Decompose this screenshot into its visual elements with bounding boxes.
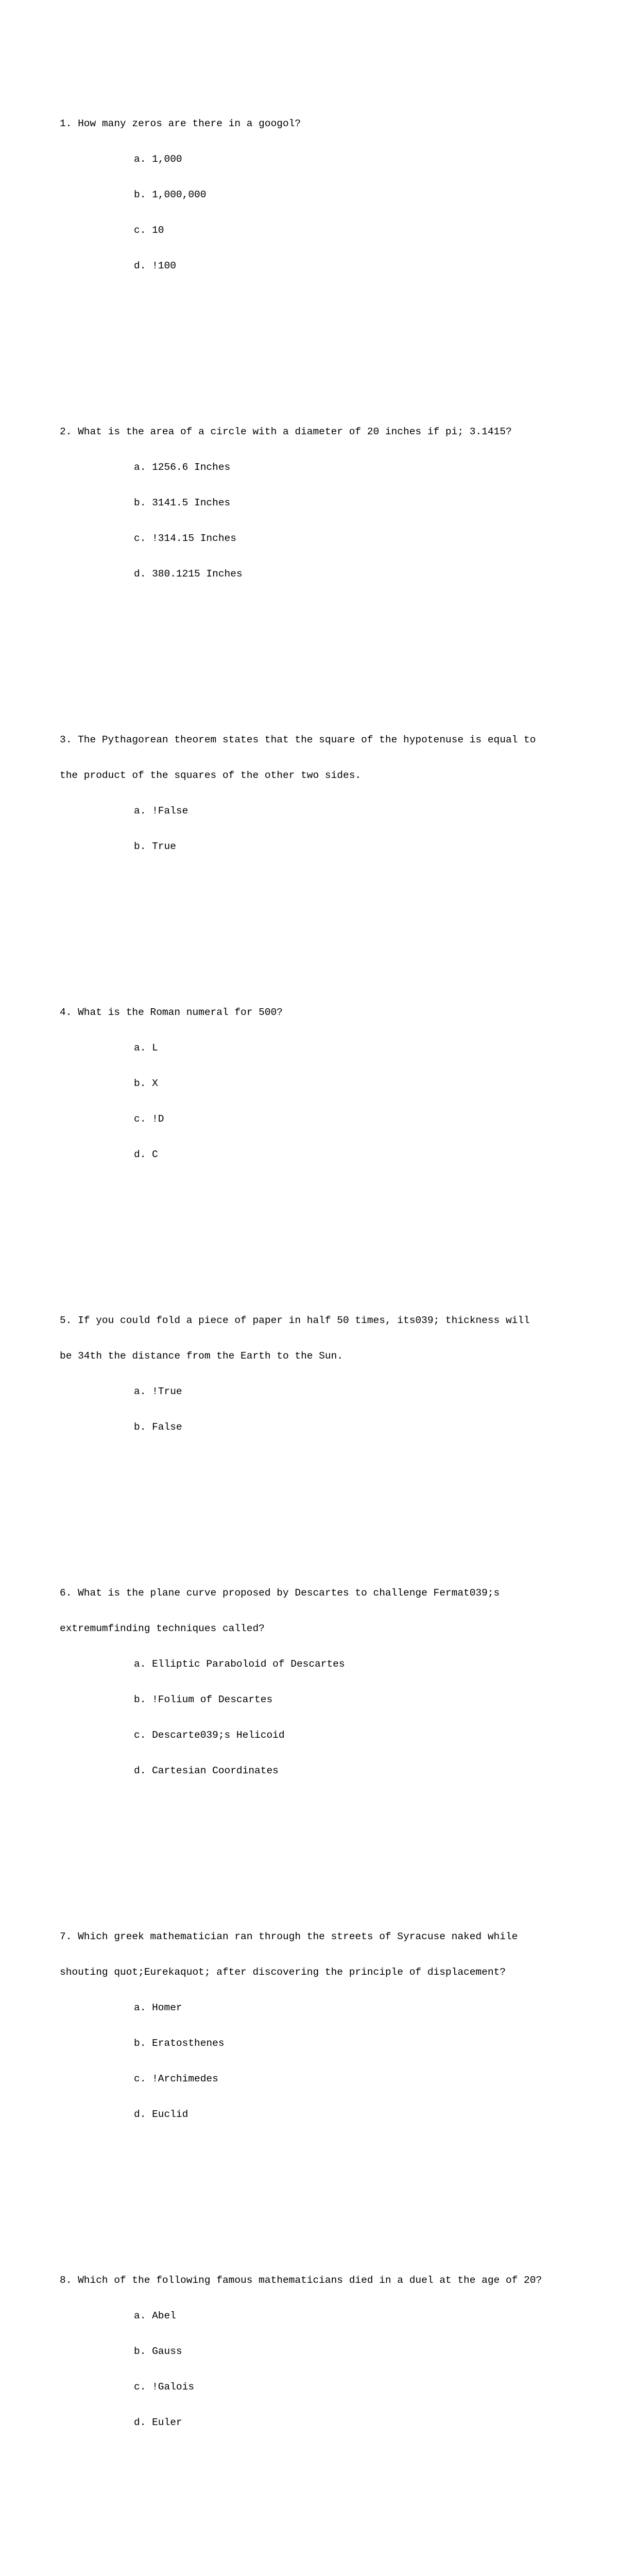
answer-option: b. Eratosthenes xyxy=(134,2038,225,2049)
answer-option: d. Euler xyxy=(134,2417,182,2428)
answer-option: b. Gauss xyxy=(134,2346,182,2357)
answer-option: d. C xyxy=(134,1149,158,1160)
answer-option: b. True xyxy=(134,841,176,852)
answer-option: d. !100 xyxy=(134,260,176,272)
answer-option: b. 1,000,000 xyxy=(134,189,207,200)
answer-option: b. False xyxy=(134,1421,182,1433)
question-block xyxy=(60,710,575,876)
question-text: 6. What is the plane curve proposed by Descartes to challenge Fermat039;s xyxy=(60,1587,500,1599)
answer-option: a. !True xyxy=(134,1386,182,1397)
question-text: 1. How many zeros are there in a googol? xyxy=(60,118,301,129)
question-block xyxy=(60,1291,575,1457)
answer-option: a. Abel xyxy=(134,2310,176,2321)
question-block xyxy=(60,94,575,296)
answer-option: a. 1,000 xyxy=(134,154,182,165)
answer-option: c. Descarte039;s Helicoid xyxy=(134,1730,285,1741)
answer-option: b. X xyxy=(134,1078,158,1089)
answer-option: c. !314.15 Inches xyxy=(134,533,236,544)
question-text: 2. What is the area of a circle with a diameter of 20 inches if pi; 3.1415? xyxy=(60,426,512,437)
question-block xyxy=(60,1907,575,2144)
answer-option: b. 3141.5 Inches xyxy=(134,497,231,509)
question-text: be 34th the distance from the Earth to the Sun. xyxy=(60,1350,343,1362)
question-text: 8. Which of the following famous mathematicians died in a duel at the age of 20? xyxy=(60,2275,542,2286)
question-block xyxy=(60,2251,575,2452)
answer-option: d. Euclid xyxy=(134,2109,188,2120)
question-text: the product of the squares of the other two sides. xyxy=(60,770,362,781)
question-text: 4. What is the Roman numeral for 500? xyxy=(60,1007,283,1018)
answer-option: c. !Galois xyxy=(134,2381,195,2393)
question-text: 3. The Pythagorean theorem states that the square of the hypotenuse is equal to xyxy=(60,734,536,745)
answer-option: a. Elliptic Paraboloid of Descartes xyxy=(134,1658,345,1670)
question-text: 5. If you could fold a piece of paper in half 50 times, its039; thickness will xyxy=(60,1315,530,1326)
question-text: extremumfinding techniques called? xyxy=(60,1623,265,1634)
answer-option: c. !D xyxy=(134,1113,164,1125)
question-block xyxy=(60,2571,575,2576)
question-block xyxy=(60,983,575,1184)
answer-option: a. 1256.6 Inches xyxy=(134,462,231,473)
answer-option: a. !False xyxy=(134,805,188,817)
answer-option: d. Cartesian Coordinates xyxy=(134,1765,279,1776)
answer-option: c. 10 xyxy=(134,225,164,236)
answer-option: a. L xyxy=(134,1042,158,1054)
question-block xyxy=(60,1564,575,1801)
answer-option: c. !Archimedes xyxy=(134,2073,218,2084)
quiz-document xyxy=(60,59,575,2576)
question-text: shouting quot;Eurekaquot; after discovering the principle of displacement? xyxy=(60,1967,506,1978)
answer-option: b. !Folium of Descartes xyxy=(134,1694,273,1705)
question-block xyxy=(60,402,575,604)
answer-option: a. Homer xyxy=(134,2002,182,2013)
answer-option: d. 380.1215 Inches xyxy=(134,568,243,580)
question-text: 7. Which greek mathematician ran through the streets of Syracuse naked while xyxy=(60,1931,518,1942)
